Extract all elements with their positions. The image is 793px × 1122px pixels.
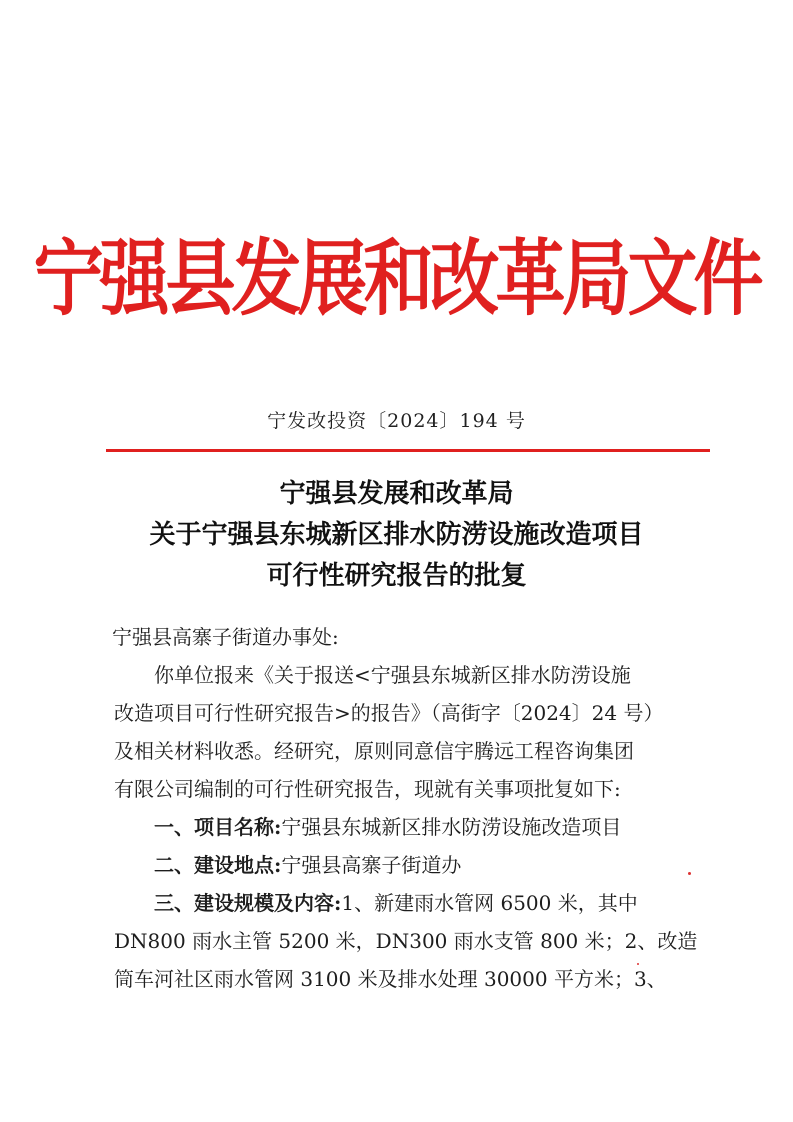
title-line-2: 关于宁强县东城新区排水防涝设施改造项目 xyxy=(149,520,644,550)
item-text: 宁强县东城新区排水防涝设施改造项目 xyxy=(281,815,622,839)
item-heading: 一、项目名称: xyxy=(154,815,282,839)
paragraph-line: 筒车河社区雨水管网 3100 米及排水处理 30000 平方米；3、 xyxy=(114,967,667,991)
scan-speck xyxy=(637,963,639,965)
document-header-title: 宁强县发展和改革局文件 xyxy=(33,229,760,328)
paragraph-line: 及相关材料收悉。经研究，原则同意信宇腾远工程咨询集团 xyxy=(114,739,634,763)
item-heading: 二、建设地点: xyxy=(154,853,282,877)
item-location xyxy=(114,846,694,884)
addressee: 宁强县高寨子街道办事处: xyxy=(112,625,339,649)
paragraph-line: DN800 雨水主管 5200 米，DN300 雨水支管 800 米；2、改造 xyxy=(114,929,698,953)
item-heading: 三、建设规模及内容: xyxy=(154,891,342,915)
paragraph-line: 改造项目可行性研究报告>的报告》（高街字〔2024〕24 号） xyxy=(114,701,664,725)
title-line-1: 宁强县发展和改革局 xyxy=(279,479,514,509)
paragraph-line: 有限公司编制的可行性研究报告，现就有关事项批复如下: xyxy=(114,777,621,801)
document-body xyxy=(112,618,698,998)
red-divider xyxy=(106,449,710,452)
item-scale xyxy=(114,884,694,922)
item-project-name xyxy=(114,808,694,846)
paragraph-line: 你单位报来《关于报送<宁强县东城新区排水防涝设施 xyxy=(154,663,631,687)
title-line-3: 可行性研究报告的批复 xyxy=(266,561,527,591)
item-text: 宁强县高寨子街道办 xyxy=(281,853,462,877)
document-number: 宁发改投资〔2024〕194 号 xyxy=(267,410,526,432)
document-title xyxy=(0,474,793,597)
scan-speck xyxy=(688,872,691,875)
item-text: 1、新建雨水管网 6500 米，其中 xyxy=(341,891,638,915)
